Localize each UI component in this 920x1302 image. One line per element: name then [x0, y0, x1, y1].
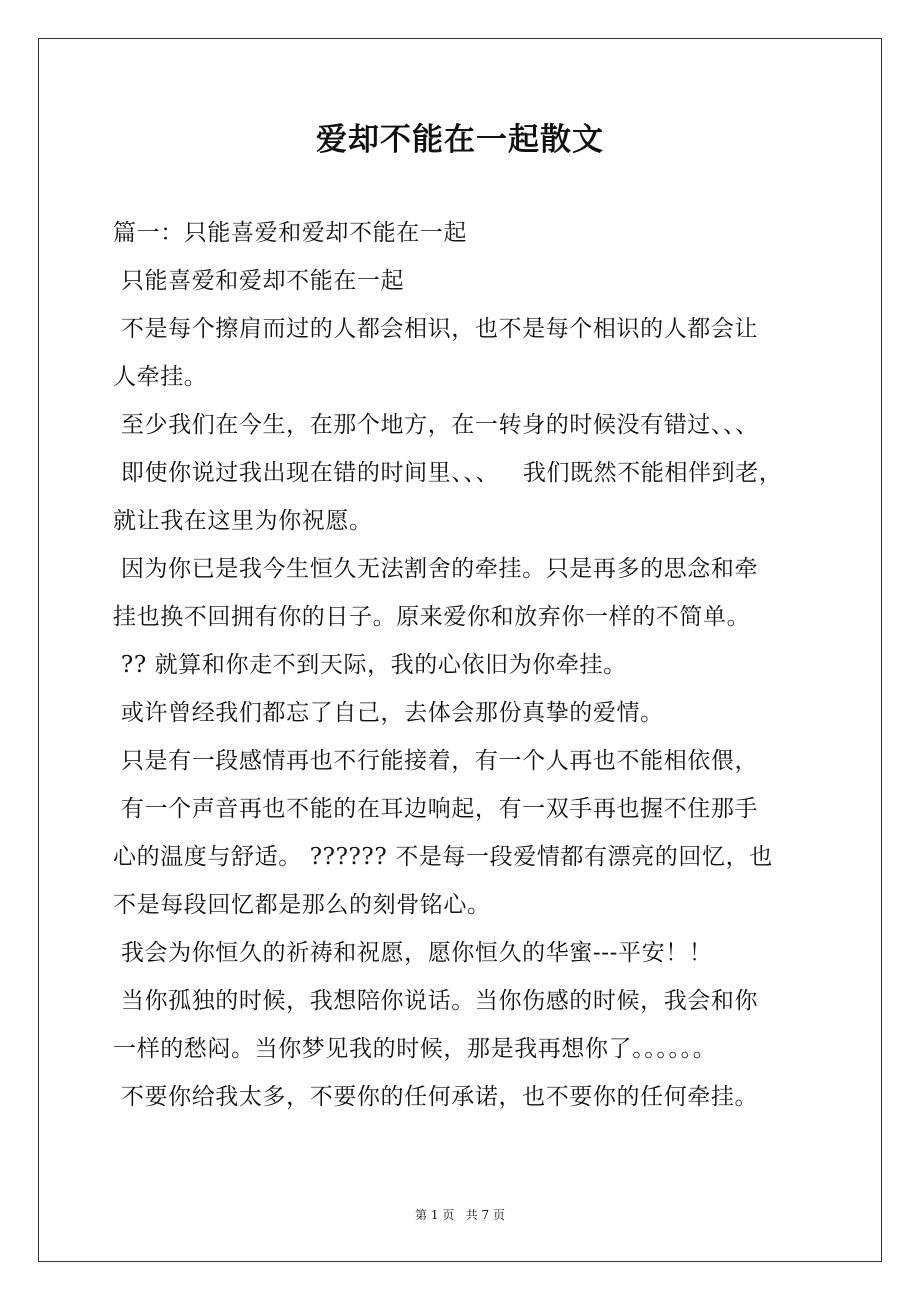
- text-line: 篇一：只能喜爱和爱却不能在一起: [113, 220, 467, 246]
- text-line: 心的温度与舒适。 ?????? 不是每一段爱情都有漂亮的回忆，也: [113, 844, 773, 870]
- text-line: 只是有一段感情再也不行能接着，有一个人再也不能相依偎，: [113, 748, 759, 774]
- text-line: 挂也换不回拥有你的日子。原来爱你和放弃你一样的不简单。: [113, 604, 751, 630]
- text-line: 至少我们在今生，在那个地方，在一转身的时候没有错过、、、: [113, 412, 759, 438]
- document-title: 爱却不能在一起散文: [316, 122, 604, 158]
- text-line: 我会为你恒久的祈祷和祝愿，愿你恒久的华蜜---平安！！: [113, 940, 713, 966]
- text-line: ?? 就算和你走不到天际，我的心依旧为你牵挂。: [113, 652, 627, 678]
- text-line: 因为你已是我今生恒久无法割舍的牵挂。只是再多的思念和牵: [113, 556, 759, 582]
- text-line: 只能喜爱和爱却不能在一起: [113, 268, 405, 294]
- text-line: 人牵挂。: [113, 364, 208, 390]
- text-line: 有一个声音再也不能的在耳边响起，有一双手再也握不住那手: [113, 796, 759, 822]
- text-line: 不是每个擦肩而过的人都会相识，也不是每个相识的人都会让: [113, 316, 759, 342]
- text-line: 当你孤独的时候，我想陪你说话。当你伤感的时候，我会和你: [113, 988, 759, 1014]
- text-line: 一样的愁闷。当你梦见我的时候，那是我再想你了。。。。。。: [113, 1036, 717, 1062]
- text-line: 不要你给我太多，不要你的任何承诺，也不要你的任何牵挂。: [113, 1084, 759, 1110]
- text-line: 就让我在这里为你祝愿。: [113, 508, 373, 534]
- page-footer: 第 1 页 共 7 页: [415, 1208, 505, 1222]
- text-line: 不是每段回忆都是那么的刻骨铭心。: [113, 892, 491, 918]
- text-line: 或许曾经我们都忘了自己，去体会那份真挚的爱情。: [113, 700, 664, 726]
- text-line: 即使你说过我出现在错的时间里、、、 我们既然不能相伴到老，: [113, 460, 783, 486]
